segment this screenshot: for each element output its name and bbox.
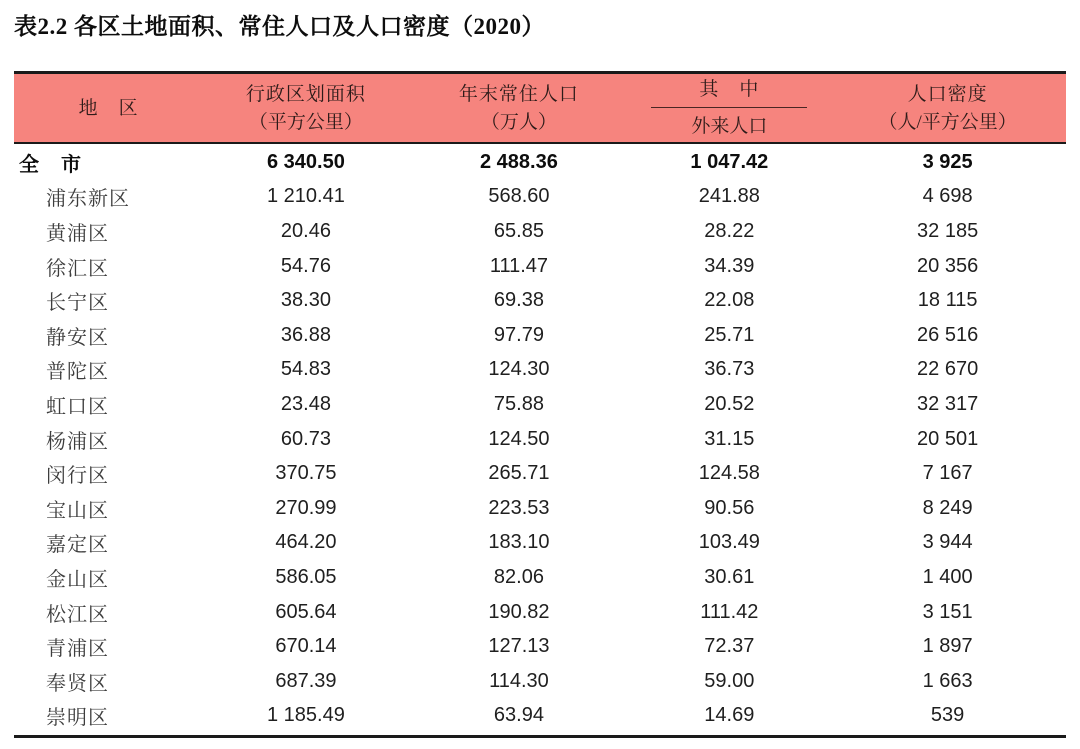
density-value-cell: 32 317 xyxy=(917,392,979,415)
migrant-value-cell: 14.69 xyxy=(704,704,755,727)
table-row xyxy=(14,145,1066,180)
table-header xyxy=(14,71,1066,144)
density-value-cell: 1 897 xyxy=(922,635,973,658)
region-name-cell: 长宁区 xyxy=(46,292,109,315)
population-value-cell: 65.85 xyxy=(493,219,544,242)
population-value-cell: 2 488.36 xyxy=(480,150,558,173)
table-row xyxy=(14,560,1066,595)
area-value-cell: 38.30 xyxy=(280,289,331,312)
table-row xyxy=(14,456,1066,491)
table-row xyxy=(14,353,1066,388)
region-name-cell: 浦东新区 xyxy=(46,188,130,211)
column-header-migrant-label: 外来人口 xyxy=(691,116,768,137)
density-value-cell: 1 663 xyxy=(922,669,973,692)
area-value-cell: 54.76 xyxy=(280,254,331,277)
population-value-cell: 69.38 xyxy=(493,289,544,312)
table-row xyxy=(14,387,1066,422)
table-title: 表2.2 各区土地面积、常住人口及人口密度（2020） xyxy=(14,14,545,39)
area-value-cell: 370.75 xyxy=(275,462,337,485)
area-value-cell: 586.05 xyxy=(275,565,337,588)
region-name-cell: 嘉定区 xyxy=(46,534,109,557)
table-row xyxy=(14,422,1066,457)
population-value-cell: 75.88 xyxy=(493,392,544,415)
region-name-cell: 宝山区 xyxy=(46,499,109,522)
table-row xyxy=(14,664,1066,699)
area-value-cell: 60.73 xyxy=(280,427,331,450)
migrant-value-cell: 25.71 xyxy=(704,323,755,346)
column-header-population-label: 年末常住人口 xyxy=(458,83,579,105)
density-value-cell: 1 400 xyxy=(922,565,973,588)
density-value-cell: 20 501 xyxy=(917,427,979,450)
migrant-value-cell: 28.22 xyxy=(704,219,755,242)
migrant-value-cell: 22.08 xyxy=(704,289,755,312)
population-value-cell: 568.60 xyxy=(488,185,550,208)
table-row xyxy=(14,180,1066,215)
population-value-cell: 114.30 xyxy=(489,669,549,692)
density-value-cell: 20 356 xyxy=(917,254,979,277)
region-name-cell: 静安区 xyxy=(46,326,109,349)
population-value-cell: 127.13 xyxy=(488,635,550,658)
region-name-cell: 青浦区 xyxy=(46,638,109,661)
migrant-value-cell: 20.52 xyxy=(704,392,755,415)
density-value-cell: 3 151 xyxy=(922,600,973,623)
column-header-area-label: 行政区划面积 xyxy=(245,83,366,105)
region-name-cell: 全 市 xyxy=(19,153,82,176)
area-value-cell: 270.99 xyxy=(275,496,337,519)
table-body xyxy=(14,144,1066,738)
density-value-cell: 7 167 xyxy=(922,462,973,485)
table-row xyxy=(14,491,1066,526)
migrant-value-cell: 31.15 xyxy=(704,427,755,450)
column-header-region-label: 地 区 xyxy=(78,97,139,119)
region-name-cell: 黄浦区 xyxy=(46,222,109,245)
region-name-cell: 崇明区 xyxy=(46,707,109,730)
table-row xyxy=(14,249,1066,284)
region-name-cell: 杨浦区 xyxy=(46,430,109,453)
migrant-value-cell: 124.58 xyxy=(698,462,760,485)
density-value-cell: 26 516 xyxy=(917,323,979,346)
column-header-population-unit: （万人） xyxy=(480,111,557,133)
column-header-density-unit: （人/平方公里） xyxy=(878,111,1017,133)
column-header-area xyxy=(203,74,408,142)
migrant-value-cell: 241.88 xyxy=(698,185,760,208)
migrant-value-cell: 1 047.42 xyxy=(690,150,769,173)
migrant-value-cell: 72.37 xyxy=(704,635,755,658)
density-value-cell: 4 698 xyxy=(922,185,973,208)
area-value-cell: 54.83 xyxy=(280,358,331,381)
migrant-value-cell: 59.00 xyxy=(704,669,755,692)
table-row xyxy=(14,214,1066,249)
region-name-cell: 虹口区 xyxy=(46,395,109,418)
density-value-cell: 22 670 xyxy=(917,358,979,381)
area-value-cell: 670.14 xyxy=(275,635,337,658)
area-value-cell: 6 340.50 xyxy=(266,150,345,173)
area-value-cell: 464.20 xyxy=(275,531,337,554)
column-header-area-unit: （平方公里） xyxy=(248,111,363,133)
migrant-value-cell: 111.42 xyxy=(700,600,759,623)
table-row xyxy=(14,318,1066,353)
population-value-cell: 265.71 xyxy=(488,462,550,485)
region-name-cell: 金山区 xyxy=(46,568,109,591)
statistics-table xyxy=(14,71,1066,738)
density-value-cell: 32 185 xyxy=(917,219,979,242)
table-row xyxy=(14,699,1066,734)
population-value-cell: 82.06 xyxy=(493,565,544,588)
table-row xyxy=(14,629,1066,664)
area-value-cell: 20.46 xyxy=(280,219,331,242)
column-header-density xyxy=(829,74,1066,142)
migrant-value-cell: 30.61 xyxy=(704,565,755,588)
migrant-value-cell: 103.49 xyxy=(698,531,760,554)
column-header-region xyxy=(14,74,203,142)
area-value-cell: 605.64 xyxy=(275,600,337,623)
region-name-cell: 徐汇区 xyxy=(46,257,109,280)
area-value-cell: 23.48 xyxy=(280,392,331,415)
migrant-value-cell: 34.39 xyxy=(704,254,755,277)
region-name-cell: 闵行区 xyxy=(46,465,109,488)
table-row xyxy=(14,283,1066,318)
density-value-cell: 8 249 xyxy=(922,496,973,519)
region-name-cell: 松江区 xyxy=(46,603,109,626)
column-header-population xyxy=(408,74,629,142)
region-name-cell: 奉贤区 xyxy=(46,672,109,695)
region-name-cell: 普陀区 xyxy=(46,361,109,384)
population-value-cell: 124.50 xyxy=(488,427,550,450)
area-value-cell: 36.88 xyxy=(280,323,331,346)
density-value-cell: 539 xyxy=(930,704,965,727)
column-header-density-label: 人口密度 xyxy=(907,83,988,105)
population-value-cell: 223.53 xyxy=(488,496,550,519)
density-value-cell: 3 925 xyxy=(922,150,973,173)
population-value-cell: 97.79 xyxy=(493,323,544,346)
population-value-cell: 111.47 xyxy=(489,254,549,277)
population-value-cell: 124.30 xyxy=(488,358,550,381)
area-value-cell: 1 210.41 xyxy=(266,185,345,208)
table-row xyxy=(14,595,1066,630)
column-header-migrant-group xyxy=(629,74,829,142)
column-header-group-label: 其 中 xyxy=(651,80,807,108)
density-value-cell: 3 944 xyxy=(922,531,973,554)
migrant-value-cell: 90.56 xyxy=(704,496,755,519)
table-row xyxy=(14,526,1066,561)
migrant-value-cell: 36.73 xyxy=(704,358,755,381)
population-value-cell: 63.94 xyxy=(493,704,544,727)
population-value-cell: 183.10 xyxy=(488,531,550,554)
area-value-cell: 1 185.49 xyxy=(266,704,345,727)
density-value-cell: 18 115 xyxy=(917,289,978,312)
population-value-cell: 190.82 xyxy=(488,600,550,623)
area-value-cell: 687.39 xyxy=(275,669,337,692)
